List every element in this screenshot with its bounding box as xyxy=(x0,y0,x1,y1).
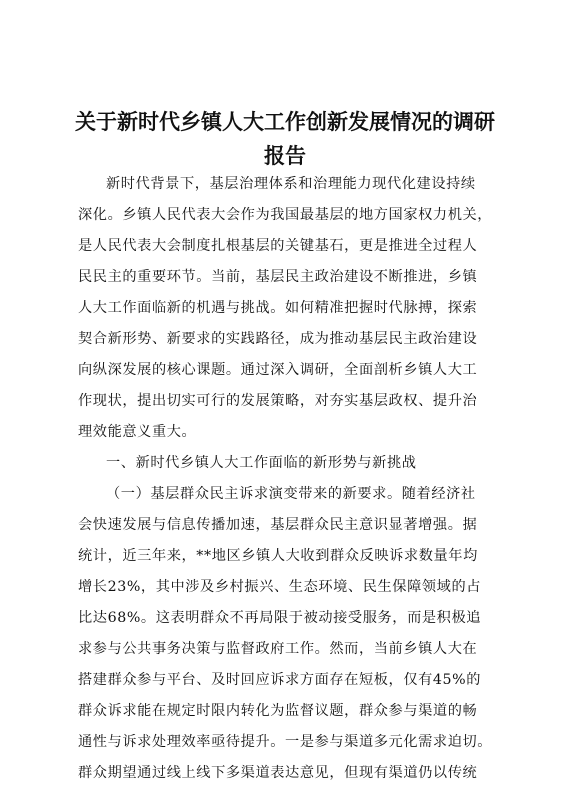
paragraph-line: 契合新形势、新要求的实践路径，成为推动基层民主政治建设 xyxy=(78,331,478,347)
paragraph-line: 群众诉求能在规定时限内转化为监督议题，群众参与渠道的畅 xyxy=(78,703,478,719)
paragraph-line: 新时代背景下，基层治理体系和治理能力现代化建设持续 xyxy=(106,176,476,192)
paragraph-line: 通性与诉求处理效率亟待提升。一是参与渠道多元化需求迫切。 xyxy=(78,734,493,750)
paragraph-line: 统计，近三年来，**地区乡镇人大收到群众反映诉求数量年均 xyxy=(78,548,478,564)
paragraph-line: 增长23%，其中涉及乡村振兴、生态环境、民生保障领域的占 xyxy=(78,579,482,595)
report-title-line-2: 报告 xyxy=(264,144,306,168)
paragraph-line: 搭建群众参与平台、及时回应诉求方面存在短板，仅有45%的 xyxy=(78,672,482,688)
paragraph-line: 群众期望通过线上线下多渠道表达意见，但现有渠道仍以传统 xyxy=(78,765,478,781)
paragraph-line: 是人民代表大会制度扎根基层的关键基石，更是推进全过程人 xyxy=(78,238,478,254)
paragraph-line: 向纵深发展的核心课题。通过深入调研，全面剖析乡镇人大工 xyxy=(78,362,478,378)
paragraph-line: 比达68%。这表明群众不再局限于被动接受服务，而是积极追 xyxy=(78,610,482,626)
section-heading: 一、新时代乡镇人大工作面临的新形势与新挑战 xyxy=(106,455,417,471)
paragraph-line: 人大工作面临新的机遇与挑战。如何精准把握时代脉搏，探索 xyxy=(78,300,478,316)
report-title-line-1: 关于新时代乡镇人大工作创新发展情况的调研 xyxy=(75,110,495,134)
paragraph-line: 会快速发展与信息传播加速，基层群众民主意识显著增强。据 xyxy=(78,517,478,533)
paragraph-line: 求参与公共事务决策与监督政府工作。然而，当前乡镇人大在 xyxy=(78,641,478,657)
paragraph-line: 民民主的重要环节。当前，基层民主政治建设不断推进，乡镇 xyxy=(78,269,478,285)
subsection-line: （一）基层群众民主诉求演变带来的新要求。随着经济社 xyxy=(106,486,476,502)
paragraph-line: 深化。乡镇人民代表大会作为我国最基层的地方国家权力机关， xyxy=(78,207,493,223)
paragraph-line: 作现状，提出切实可行的发展策略，对夯实基层政权、提升治 xyxy=(78,393,478,409)
paragraph-line: 理效能意义重大。 xyxy=(78,424,197,440)
